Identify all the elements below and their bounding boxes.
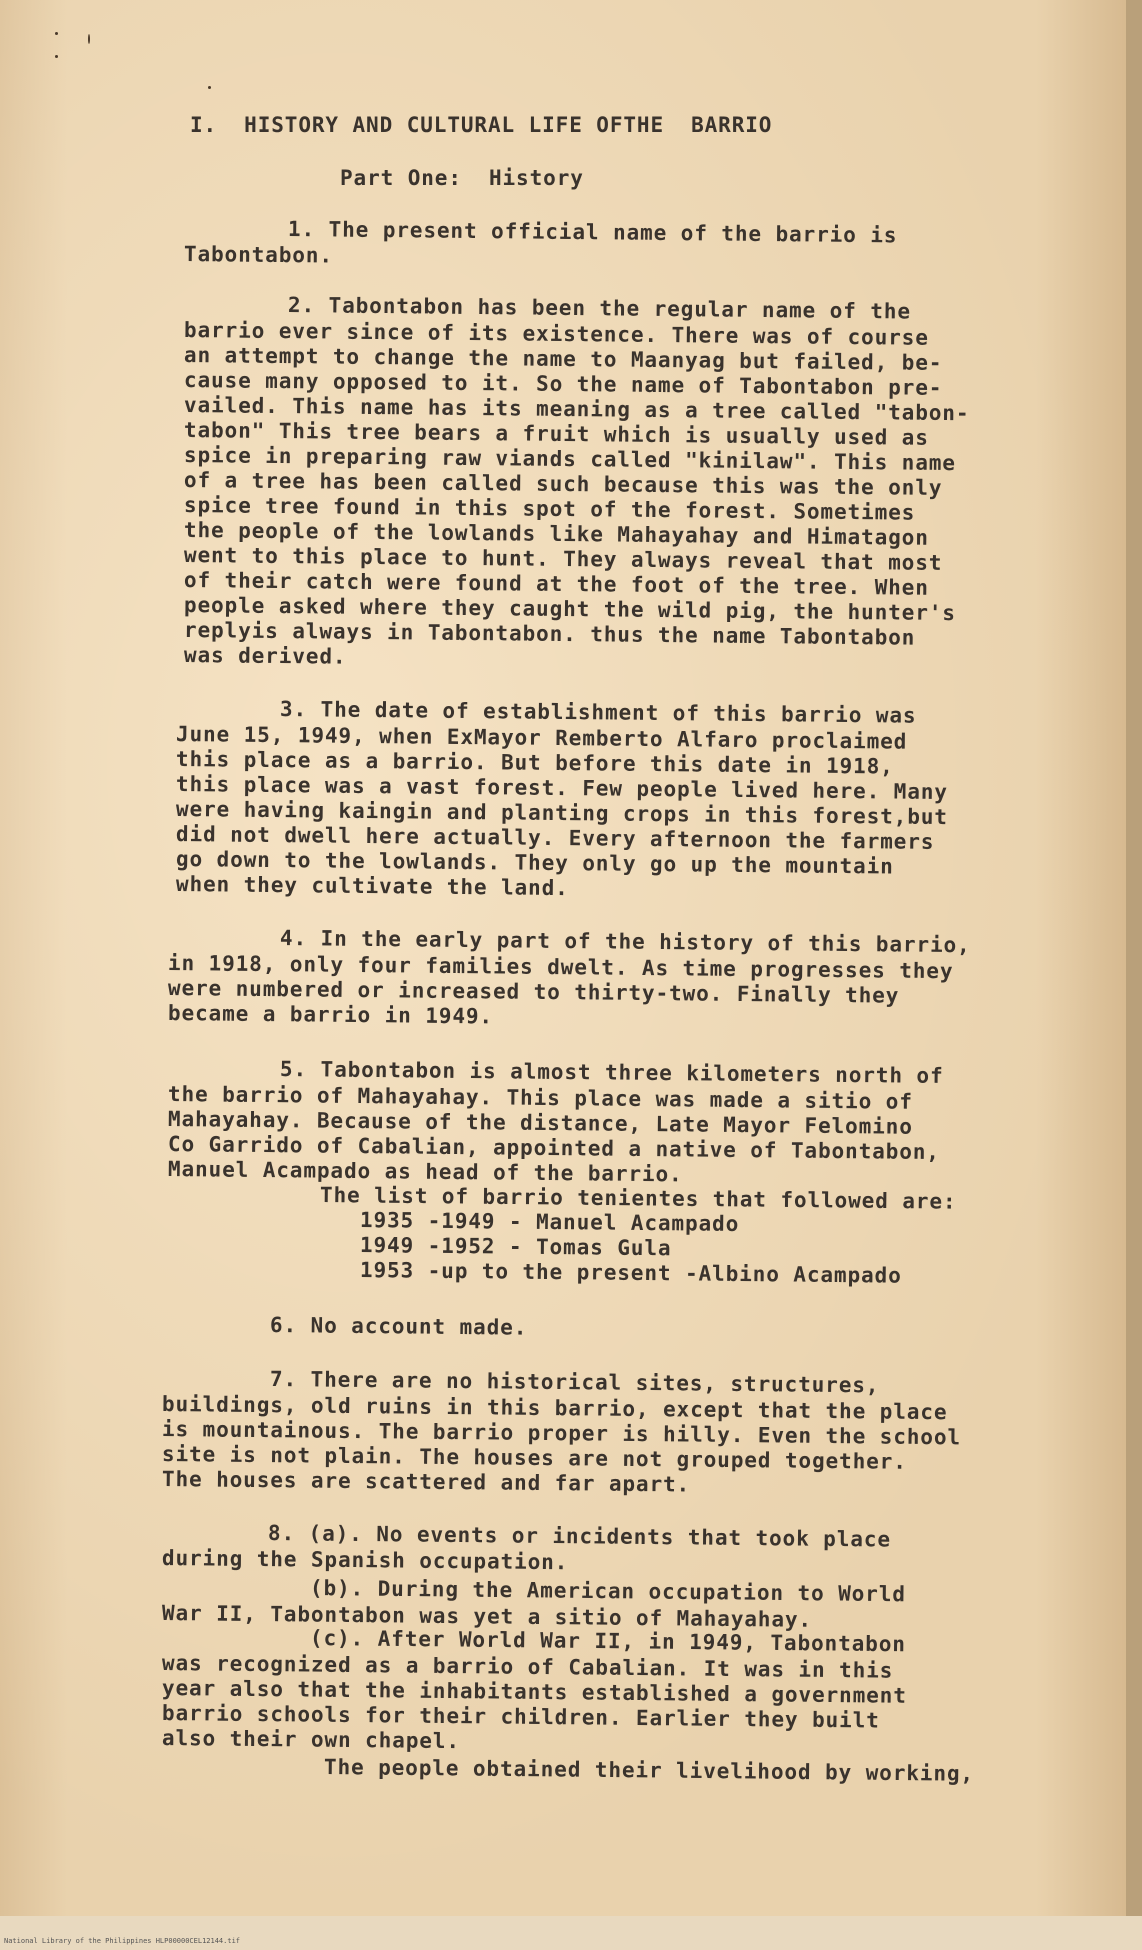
text-line: were numbered or increased to thirty-two. Finally they [167, 976, 900, 1008]
text-line: barrio ever since of its existence. There was of course [183, 318, 929, 350]
ink-speck [55, 32, 58, 35]
text-line: vailed. This name has its meaning as a tree called "tabon- [183, 393, 970, 426]
text-line: in 1918, only four families dwelt. As time progresses they [167, 951, 954, 984]
text-line: 7. There are no historical sites, structures, [269, 1367, 880, 1398]
text-line: (b). During the American occupation to World [309, 1576, 906, 1607]
text-line: Manuel Acampado as head of the barrio. [167, 1157, 683, 1187]
text-line: the barrio of Mahayahay. This place was made a sitio of [167, 1082, 913, 1114]
text-line: tabon" This tree bears a fruit which is usually used as [183, 418, 929, 450]
text-line: War II, Tabontabon was yet a sitio of Mahayahay. [161, 1601, 813, 1632]
text-line: spice tree found in this spot of the forest. Sometimes [183, 493, 916, 525]
text-line: when they cultivate the land. [175, 872, 569, 901]
text-line: 1935 -1949 - Manuel Acampado [359, 1208, 740, 1236]
text-line: 6. No account made. [269, 1313, 528, 1340]
text-line: 8. (a). No events or incidents that took place [267, 1521, 892, 1552]
text-line: Tabontabon. [183, 242, 334, 268]
text-line: 1949 -1952 - Tomas Gula [359, 1233, 672, 1261]
page-heading: I. HISTORY AND CULTURAL LIFE OFTHE BARRIO [190, 113, 773, 137]
scan-footer-text: National Library of the Philippines HLP00000CEL12144.tif [4, 1937, 241, 1945]
text-line: the people of the lowlands like Mahayahay and Himatagon [183, 518, 929, 550]
text-line: people asked where they caught the wild pig, the hunter's [183, 593, 957, 626]
text-line: this place as a barrio. But before this date in 1918, [175, 747, 894, 779]
text-line: (c). After World War II, in 1949, Tabontabon [309, 1626, 906, 1657]
text-line: during the Spanish occupation. [161, 1546, 569, 1575]
text-line: The houses are scattered and far apart. [161, 1467, 691, 1497]
text-line: spice in preparing raw viands called "kinilaw". This name [183, 443, 957, 476]
text-line: 5. Tabontabon is almost three kilometers north of [279, 1057, 944, 1088]
text-line: barrio schools for their children. Earlier they built [161, 1701, 880, 1733]
page-subheading: Part One: History [340, 166, 584, 190]
text-line: also their own chapel. [161, 1726, 461, 1754]
text-line: were having kaingin and planting crops in this forest,but [175, 797, 949, 830]
text-line: Mahayahay. Because of the distance, Late Mayor Felomino [167, 1107, 913, 1139]
text-line: this place was a vast forest. Few people lived here. Many [175, 772, 949, 805]
ink-speck [55, 55, 58, 58]
text-line: replyis always in Tabontabon. thus the name Tabontabon [183, 618, 916, 650]
text-line: did not dwell here actually. Every afternoon the farmers [175, 822, 935, 854]
text-line: of a tree has been called such because this was the only [183, 468, 943, 500]
text-line: is mountainous. The barrio proper is hilly. Even the school [161, 1417, 962, 1450]
text-line: buildings, old ruins in this barrio, except that the place [161, 1392, 948, 1425]
ink-speck [88, 34, 90, 44]
text-line: went to this place to hunt. They always reveal that most [183, 543, 943, 575]
text-line: was recognized as a barrio of Cabalian. It was in this [161, 1651, 894, 1683]
text-line: an attempt to change the name to Maanyag but failed, be- [183, 343, 943, 375]
text-line: 3. The date of establishment of this barrio was [279, 697, 917, 728]
ink-speck [208, 86, 211, 89]
text-line: cause many opposed to it. So the name of Tabontabon pre- [183, 368, 943, 400]
text-line: year also that the inhabitants established a government [161, 1676, 907, 1708]
text-line: The list of barrio tenientes that followed are: [319, 1183, 957, 1214]
text-line: 4. In the early part of the history of this barrio, [279, 926, 971, 958]
text-line: of their catch were found at the foot of the tree. When [183, 568, 929, 600]
text-line: 2. Tabontabon has been the regular name of the [287, 293, 912, 324]
text-line: site is not plain. The houses are not grouped together. [161, 1442, 907, 1474]
text-line: became a barrio in 1949. [167, 1001, 494, 1029]
page-edge [1126, 0, 1142, 1916]
text-line: June 15, 1949, when ExMayor Remberto Alfaro proclaimed [175, 722, 908, 754]
text-line: 1953 -up to the present -Albino Acampado [359, 1258, 902, 1288]
text-line: Co Garrido of Cabalian, appointed a native of Tabontabon, [167, 1132, 941, 1165]
text-line: go down to the lowlands. They only go up the mountain [175, 847, 894, 879]
text-line: was derived. [183, 643, 347, 669]
text-line: The people obtained their livelihood by working, [323, 1755, 975, 1786]
text-line: 1. The present official name of the barrio is [287, 217, 898, 248]
